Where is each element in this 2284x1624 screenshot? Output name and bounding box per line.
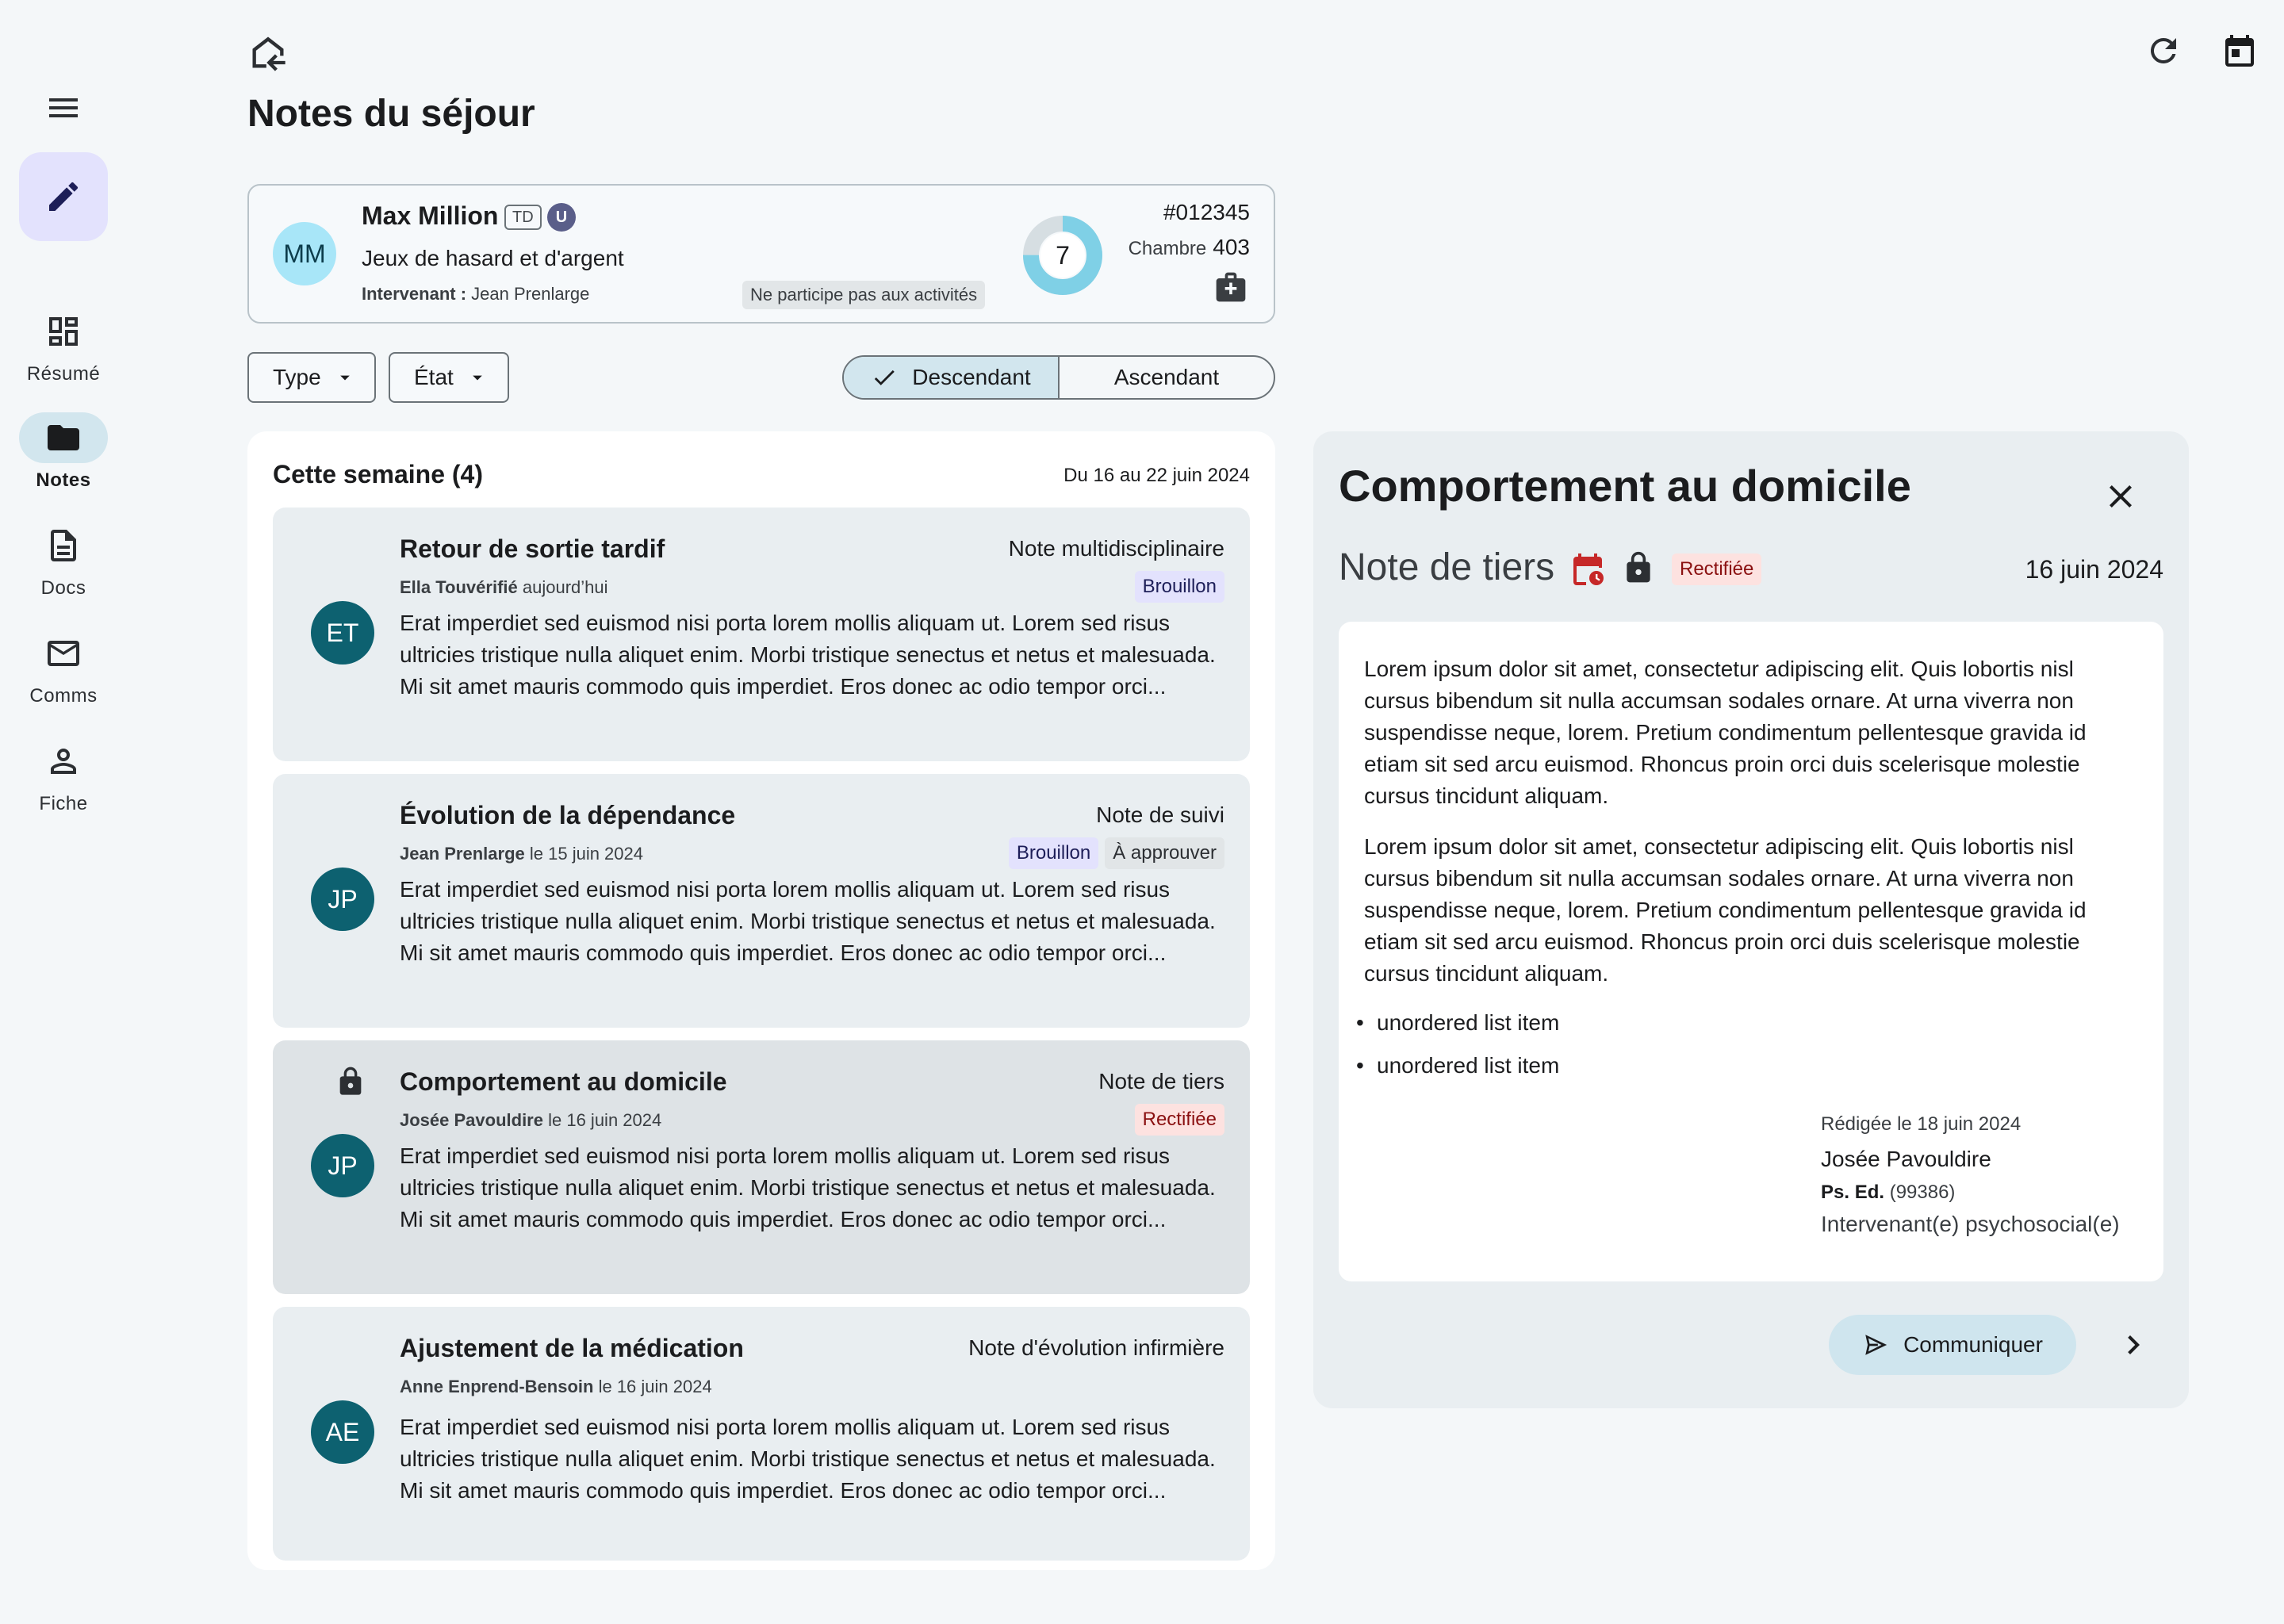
signed-name: Josée Pavouldire (1821, 1147, 1991, 1171)
note-author (400, 1110, 661, 1131)
type-filter-button[interactable] (247, 352, 376, 403)
note-badges (1009, 837, 1224, 869)
note-excerpt: Erat imperdiet sed euismod nisi porta lorem mollis aliquam ut. Lorem sed risus ultricies tristique nulla aliquet enim. Morbi tristique senectus et netus et malesuada. Mi sit amet mauris commodo quis imperdiet. Eros donec ac odio tempor orci... (400, 611, 1216, 699)
nav-item-resume[interactable] (0, 306, 127, 401)
signed-date: Rédigée le 18 juin 2024 (1821, 1113, 2021, 1135)
status-badge-rectified: Rectifiée (1135, 1104, 1224, 1136)
detail-paragraph: Lorem ipsum dolor sit amet, consectetur adipiscing elit. Quis lobortis nisl cursus bibendum sit nulla accumsan sodales ornare. At urna viverra non suspendisse neque, lorem. Pretium condimentum pellentesque gravida id etiam sit sed arcu euismod. Rhoncus proin orci duis scelerisque molestie cursus tincidunt aliquam. (1364, 657, 2087, 808)
signature-block (1821, 1113, 2120, 1237)
signed-role: Intervenant(e) psychosocial(e) (1821, 1212, 2120, 1236)
note-date: le 16 juin 2024 (598, 1377, 712, 1396)
note-type: Note de suivi (1096, 802, 1224, 827)
worker-name: Jean Prenlarge (471, 284, 590, 304)
note-excerpt: Erat imperdiet sed euismod nisi porta lorem mollis aliquam ut. Lorem sed risus ultricies tristique nulla aliquet enim. Morbi tristique senectus et netus et malesuada. Mi sit amet mauris commodo quis imperdiet. Eros donec ac odio tempor orci... (400, 1415, 1216, 1503)
note-excerpt: Erat imperdiet sed euismod nisi porta lorem mollis aliquam ut. Lorem sed risus ultricies tristique nulla aliquet enim. Morbi tristique senectus et netus et malesuada. Mi sit amet mauris commodo quis imperdiet. Eros donec ac odio tempor orci... (400, 877, 1216, 965)
note-detail-panel (1313, 431, 2189, 1408)
dashboard-icon (44, 312, 82, 350)
patient-worker (362, 284, 589, 304)
detail-content (1339, 622, 2163, 1281)
room-label: Chambre (1128, 238, 1207, 259)
author-name: Josée Pavouldire (400, 1110, 543, 1130)
room-number: 403 (1213, 235, 1250, 259)
nav-item-comms[interactable] (0, 628, 127, 723)
patient-name: Max Million (362, 201, 499, 230)
folder-icon (44, 419, 82, 457)
detail-date: 16 juin 2024 (2025, 555, 2163, 584)
note-type: Note d'évolution infirmière (968, 1335, 1224, 1360)
communicate-button[interactable] (1829, 1315, 2076, 1375)
note-card[interactable] (273, 1307, 1250, 1561)
signed-number: (99386) (1889, 1182, 1956, 1203)
status-badge-draft: Brouillon (1009, 837, 1098, 869)
worker-label: Intervenant : (362, 284, 467, 304)
sort-descending-label: Descendant (912, 365, 1031, 389)
author-name: Jean Prenlarge (400, 844, 525, 864)
note-date: le 15 juin 2024 (529, 844, 643, 864)
state-filter-button[interactable] (389, 352, 509, 403)
person-icon (44, 742, 82, 780)
patient-tag-td: TD (504, 205, 542, 230)
sort-segmented-control (842, 355, 1275, 400)
detail-list-item: • unordered list item (1377, 1053, 1559, 1078)
nav-label: Notes (36, 469, 91, 491)
note-type: Note multidisciplinaire (1008, 536, 1224, 561)
week-range: Du 16 au 22 juin 2024 (1063, 465, 1250, 486)
document-icon (44, 527, 82, 565)
pencil-icon (44, 178, 82, 216)
type-filter-label: Type (273, 365, 321, 389)
send-icon (1862, 1331, 1889, 1358)
patient-tag-u: U (547, 203, 576, 232)
sort-ascending-button[interactable] (1060, 357, 1274, 398)
communicate-label: Communiquer (1903, 1332, 2043, 1357)
navigation-rail (0, 0, 127, 1624)
menu-icon[interactable] (44, 89, 82, 127)
status-badge-rectified: Rectifiée (1672, 553, 1761, 585)
patient-card[interactable] (247, 184, 1275, 324)
note-card-selected[interactable] (273, 1040, 1250, 1294)
nav-item-fiche[interactable] (0, 736, 127, 831)
signed-credentials (1821, 1182, 2120, 1204)
state-filter-label: État (414, 365, 454, 389)
note-date: le 16 juin 2024 (548, 1110, 662, 1130)
lock-icon (1621, 550, 1656, 585)
patient-category: Jeux de hasard et d'argent (362, 246, 624, 270)
score-value: 7 (1056, 240, 1070, 270)
calendar-icon[interactable] (2221, 32, 2259, 70)
note-author (400, 844, 643, 864)
sort-descending-button[interactable] (844, 357, 1060, 398)
detail-list-item: • unordered list item (1377, 1010, 1559, 1036)
author-avatar: JP (311, 868, 374, 931)
caret-down-icon (334, 366, 356, 389)
new-note-button[interactable] (19, 152, 108, 241)
patient-id: #012345 (1163, 200, 1250, 224)
detail-title: Comportement au domicile (1339, 461, 1911, 511)
note-title: Comportement au domicile (400, 1067, 727, 1096)
author-avatar: AE (311, 1400, 374, 1464)
lock-icon (335, 1066, 366, 1097)
nav-item-docs[interactable] (0, 520, 127, 615)
note-card[interactable] (273, 774, 1250, 1028)
page-title: Notes du séjour (247, 93, 535, 135)
author-avatar: JP (311, 1134, 374, 1197)
note-badges (1135, 1104, 1224, 1136)
author-name: Ella Touvérifié (400, 577, 518, 597)
note-author (400, 577, 608, 598)
note-card[interactable] (273, 508, 1250, 761)
mail-icon (44, 634, 82, 672)
week-heading: Cette semaine (4) (273, 460, 483, 488)
close-icon[interactable] (2102, 477, 2140, 515)
refresh-icon[interactable] (2144, 32, 2182, 70)
note-type: Note de tiers (1098, 1069, 1224, 1094)
note-title: Évolution de la dépendance (400, 801, 736, 829)
medical-kit-icon (1213, 270, 1248, 304)
notes-list-panel (247, 431, 1275, 1570)
signed-cred: Ps. Ed. (1821, 1182, 1885, 1203)
nav-label: Résumé (26, 363, 101, 385)
status-badge-to-approve: À approuver (1105, 837, 1224, 869)
nav-label: Comms (29, 685, 98, 707)
back-home-icon[interactable] (247, 32, 289, 73)
sort-ascending-label: Ascendant (1113, 365, 1220, 389)
activity-chip: Ne participe pas aux activités (742, 281, 985, 309)
calendar-clock-icon (1569, 550, 1607, 588)
nav-item-notes[interactable] (0, 412, 127, 508)
note-title: Ajustement de la médication (400, 1334, 744, 1362)
patient-room (1129, 235, 1250, 260)
note-date: aujourd’hui (522, 577, 608, 597)
author-avatar: ET (311, 601, 374, 665)
nav-label: Docs (40, 577, 86, 599)
note-title: Retour de sortie tardif (400, 534, 665, 563)
detail-paragraph: Lorem ipsum dolor sit amet, consectetur adipiscing elit. Quis lobortis nisl cursus bibendum sit nulla accumsan sodales ornare. At urna viverra non suspendisse neque, lorem. Pretium condimentum pellentesque gravida id etiam sit sed arcu euismod. Rhoncus proin orci duis scelerisque molestie cursus tincidunt aliquam. (1364, 834, 2087, 986)
note-badges (1135, 571, 1224, 603)
caret-down-icon (466, 366, 489, 389)
status-badge-draft: Brouillon (1135, 571, 1224, 603)
patient-avatar: MM (273, 222, 336, 285)
note-author (400, 1377, 712, 1397)
check-icon (871, 364, 898, 391)
detail-note-type: Note de tiers (1339, 546, 1555, 588)
nav-label: Fiche (39, 793, 88, 814)
note-excerpt: Erat imperdiet sed euismod nisi porta lorem mollis aliquam ut. Lorem sed risus ultricies tristique nulla aliquet enim. Morbi tristique senectus et netus et malesuada. Mi sit amet mauris commodo quis imperdiet. Eros donec ac odio tempor orci... (400, 1143, 1216, 1231)
author-name: Anne Enprend-Bensoin (400, 1377, 594, 1396)
chevron-right-icon[interactable] (2114, 1326, 2152, 1364)
